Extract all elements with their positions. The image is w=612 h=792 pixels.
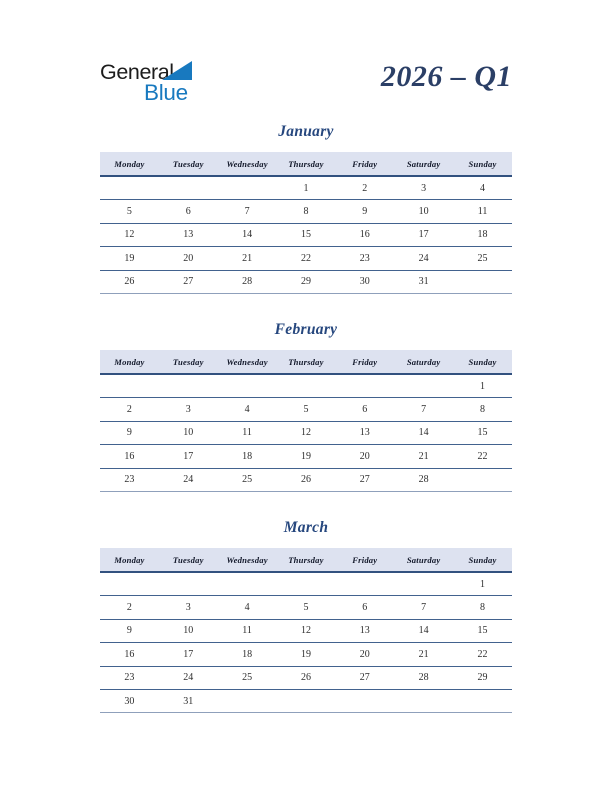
week-row — [100, 374, 512, 398]
day-cell[interactable]: 24 — [159, 666, 218, 689]
month-name: March — [283, 519, 329, 536]
calendar-table-march — [100, 548, 512, 713]
calendar-table-february — [100, 350, 512, 492]
weekday-header-tuesday: Tuesday — [159, 350, 218, 374]
day-cell[interactable]: 29 — [453, 666, 512, 689]
day-cell[interactable] — [335, 572, 394, 596]
calendar-body — [100, 572, 512, 713]
day-cell[interactable] — [159, 572, 218, 596]
day-cell[interactable]: 6 — [335, 398, 394, 421]
day-cell[interactable]: 14 — [394, 619, 453, 642]
day-cell[interactable]: 6 — [159, 200, 218, 223]
day-cell[interactable]: 11 — [453, 200, 512, 223]
day-cell[interactable]: 28 — [394, 468, 453, 491]
weekday-header-friday: Friday — [335, 152, 394, 176]
day-cell[interactable] — [277, 374, 336, 398]
day-cell[interactable]: 28 — [394, 666, 453, 689]
week-row — [100, 200, 512, 223]
day-cell[interactable]: 16 — [100, 445, 159, 468]
day-cell[interactable]: 21 — [394, 643, 453, 666]
week-row — [100, 596, 512, 619]
day-cell[interactable]: 25 — [218, 468, 277, 491]
general-blue-logo — [100, 60, 270, 108]
day-cell[interactable]: 21 — [218, 247, 277, 270]
logo-text-general: General — [100, 60, 174, 84]
day-cell[interactable] — [277, 572, 336, 596]
week-row — [100, 223, 512, 246]
week-row — [100, 468, 512, 491]
day-cell[interactable]: 27 — [335, 666, 394, 689]
page-header — [0, 52, 612, 114]
day-cell[interactable] — [335, 689, 394, 712]
day-cell[interactable]: 20 — [335, 643, 394, 666]
day-cell[interactable]: 2 — [100, 398, 159, 421]
weekday-header-row — [100, 548, 512, 572]
weekday-header-thursday: Thursday — [277, 350, 336, 374]
day-cell[interactable] — [218, 374, 277, 398]
week-row — [100, 398, 512, 421]
day-cell[interactable]: 25 — [453, 247, 512, 270]
week-row — [100, 247, 512, 270]
day-cell[interactable]: 20 — [335, 445, 394, 468]
day-cell[interactable]: 4 — [453, 176, 512, 200]
day-cell[interactable]: 19 — [100, 247, 159, 270]
week-row — [100, 445, 512, 468]
weekday-header-wednesday: Wednesday — [218, 548, 277, 572]
month-block-march — [100, 518, 512, 713]
day-cell[interactable]: 12 — [277, 421, 336, 444]
page-title: 2026 – Q1 — [380, 60, 512, 93]
day-cell[interactable]: 11 — [218, 619, 277, 642]
day-cell[interactable]: 3 — [159, 398, 218, 421]
day-cell[interactable]: 26 — [277, 666, 336, 689]
day-cell[interactable]: 28 — [218, 270, 277, 293]
day-cell[interactable]: 31 — [394, 270, 453, 293]
day-cell[interactable]: 12 — [100, 223, 159, 246]
day-cell[interactable]: 13 — [335, 619, 394, 642]
weekday-header-friday: Friday — [335, 548, 394, 572]
day-cell[interactable]: 15 — [277, 223, 336, 246]
weekday-header-monday: Monday — [100, 548, 159, 572]
calendar-table-january — [100, 152, 512, 294]
weekday-header-friday: Friday — [335, 350, 394, 374]
day-cell[interactable]: 10 — [394, 200, 453, 223]
weekday-header-wednesday: Wednesday — [218, 152, 277, 176]
week-row — [100, 572, 512, 596]
day-cell[interactable]: 23 — [100, 468, 159, 491]
day-cell[interactable]: 1 — [277, 176, 336, 200]
calendar-body — [100, 176, 512, 293]
day-cell[interactable] — [335, 374, 394, 398]
day-cell[interactable]: 5 — [277, 596, 336, 619]
day-cell[interactable] — [100, 572, 159, 596]
weekday-header-wednesday: Wednesday — [218, 350, 277, 374]
day-cell[interactable]: 13 — [335, 421, 394, 444]
day-cell[interactable]: 23 — [100, 666, 159, 689]
day-cell[interactable]: 12 — [277, 619, 336, 642]
week-row — [100, 421, 512, 444]
weekday-header-saturday: Saturday — [394, 548, 453, 572]
day-cell[interactable] — [394, 689, 453, 712]
day-cell[interactable]: 9 — [100, 619, 159, 642]
day-cell[interactable]: 31 — [159, 689, 218, 712]
day-cell[interactable]: 4 — [218, 398, 277, 421]
day-cell[interactable] — [277, 689, 336, 712]
day-cell[interactable]: 1 — [453, 374, 512, 398]
day-cell[interactable]: 2 — [100, 596, 159, 619]
day-cell[interactable] — [394, 374, 453, 398]
day-cell[interactable]: 3 — [394, 176, 453, 200]
day-cell[interactable] — [394, 572, 453, 596]
day-cell[interactable]: 9 — [100, 421, 159, 444]
day-cell[interactable]: 22 — [453, 643, 512, 666]
day-cell[interactable]: 2 — [335, 176, 394, 200]
month-name: February — [274, 321, 338, 338]
day-cell[interactable] — [159, 374, 218, 398]
day-cell[interactable]: 9 — [335, 200, 394, 223]
weekday-header-sunday: Sunday — [453, 548, 512, 572]
day-cell[interactable]: 27 — [159, 270, 218, 293]
day-cell[interactable]: 13 — [159, 223, 218, 246]
weekday-header-thursday: Thursday — [277, 152, 336, 176]
day-cell[interactable]: 30 — [100, 689, 159, 712]
day-cell[interactable] — [218, 572, 277, 596]
day-cell[interactable]: 15 — [453, 619, 512, 642]
weekday-header-monday: Monday — [100, 152, 159, 176]
day-cell[interactable]: 19 — [277, 445, 336, 468]
day-cell[interactable]: 1 — [453, 572, 512, 596]
day-cell[interactable]: 19 — [277, 643, 336, 666]
day-cell[interactable] — [218, 176, 277, 200]
logo-text-blue: Blue — [144, 80, 188, 105]
day-cell[interactable]: 24 — [159, 468, 218, 491]
day-cell[interactable]: 7 — [394, 596, 453, 619]
day-cell[interactable]: 25 — [218, 666, 277, 689]
day-cell[interactable] — [218, 689, 277, 712]
weekday-header-tuesday: Tuesday — [159, 548, 218, 572]
day-cell[interactable]: 26 — [100, 270, 159, 293]
day-cell[interactable]: 30 — [335, 270, 394, 293]
day-cell[interactable]: 20 — [159, 247, 218, 270]
day-cell[interactable] — [159, 176, 218, 200]
day-cell[interactable]: 21 — [394, 445, 453, 468]
day-cell[interactable]: 8 — [453, 596, 512, 619]
week-row — [100, 689, 512, 712]
weekday-header-tuesday: Tuesday — [159, 152, 218, 176]
day-cell[interactable]: 5 — [277, 398, 336, 421]
day-cell[interactable]: 8 — [277, 200, 336, 223]
weekday-header-monday: Monday — [100, 350, 159, 374]
weekday-header-sunday: Sunday — [453, 152, 512, 176]
weekday-header-saturday: Saturday — [394, 152, 453, 176]
weekday-header-saturday: Saturday — [394, 350, 453, 374]
week-row — [100, 176, 512, 200]
day-cell[interactable]: 16 — [335, 223, 394, 246]
week-row — [100, 666, 512, 689]
day-cell[interactable]: 7 — [394, 398, 453, 421]
weekday-header-sunday: Sunday — [453, 350, 512, 374]
day-cell[interactable]: 18 — [453, 223, 512, 246]
day-cell[interactable]: 10 — [159, 421, 218, 444]
day-cell[interactable]: 10 — [159, 619, 218, 642]
day-cell[interactable]: 5 — [100, 200, 159, 223]
logo-triangle-icon — [162, 61, 192, 80]
day-cell[interactable]: 17 — [394, 223, 453, 246]
day-cell[interactable]: 29 — [277, 270, 336, 293]
day-cell[interactable] — [100, 374, 159, 398]
day-cell[interactable] — [453, 270, 512, 293]
day-cell[interactable]: 22 — [453, 445, 512, 468]
day-cell[interactable]: 22 — [277, 247, 336, 270]
day-cell[interactable]: 17 — [159, 445, 218, 468]
day-cell[interactable]: 17 — [159, 643, 218, 666]
day-cell[interactable]: 18 — [218, 445, 277, 468]
day-cell[interactable]: 15 — [453, 421, 512, 444]
day-cell[interactable]: 14 — [218, 223, 277, 246]
day-cell[interactable]: 6 — [335, 596, 394, 619]
day-cell[interactable]: 18 — [218, 643, 277, 666]
day-cell[interactable]: 7 — [218, 200, 277, 223]
month-name: January — [278, 123, 334, 140]
day-cell[interactable]: 11 — [218, 421, 277, 444]
day-cell[interactable] — [100, 176, 159, 200]
day-cell[interactable]: 4 — [218, 596, 277, 619]
day-cell[interactable]: 14 — [394, 421, 453, 444]
week-row — [100, 270, 512, 293]
day-cell[interactable]: 23 — [335, 247, 394, 270]
weekday-header-row — [100, 350, 512, 374]
day-cell[interactable]: 24 — [394, 247, 453, 270]
week-row — [100, 619, 512, 642]
day-cell[interactable]: 3 — [159, 596, 218, 619]
day-cell[interactable]: 26 — [277, 468, 336, 491]
weekday-header-row — [100, 152, 512, 176]
day-cell[interactable] — [453, 689, 512, 712]
calendar-body — [100, 374, 512, 491]
day-cell[interactable]: 8 — [453, 398, 512, 421]
day-cell[interactable] — [453, 468, 512, 491]
month-block-february — [100, 320, 512, 492]
day-cell[interactable]: 27 — [335, 468, 394, 491]
weekday-header-thursday: Thursday — [277, 548, 336, 572]
month-block-january — [100, 122, 512, 294]
day-cell[interactable]: 16 — [100, 643, 159, 666]
week-row — [100, 643, 512, 666]
